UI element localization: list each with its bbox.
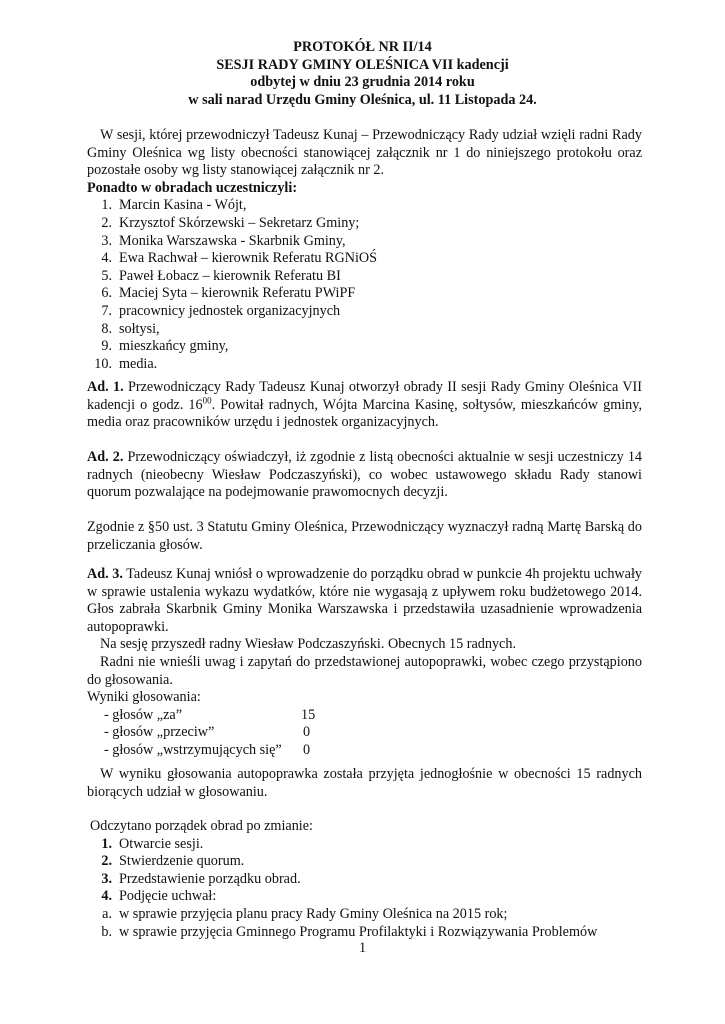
agenda-item: 4. Podjęcie uchwał: [101, 888, 217, 905]
vote-row: - głosów „wstrzymujących się” 0 [104, 741, 311, 758]
agenda-list [87, 836, 642, 906]
list-item: 5. Paweł Łobacz – kierownik Referatu BI [101, 267, 341, 284]
list-item: 7. pracownicy jednostek organizacyjnych [101, 302, 341, 319]
ad2-paragraph: Ad. 2. Przewodniczący oświadczył, iż zgodnie z listą obecności aktualnie w sesji uczestniczy 14 radnych (nieobecny Wiesław Podczaszyński), co wobec ustawowego składu Rady stanowi quorum pozwalające na podejmowanie prawomocnych decyzji. [87, 449, 643, 501]
ad3-label: Ad. 3. [87, 566, 123, 582]
vote-row: - głosów „za” 15 [104, 706, 316, 723]
ad2-label: Ad. 2. [87, 449, 124, 465]
agenda-subitem: b. w sprawie przyjęcia Gminnego Programu Profilaktyki i Rozwiązywania Problemów [101, 923, 598, 940]
protocol-title: PROTOKÓŁ NR II/14 [293, 39, 432, 55]
agenda-item: 3. Przedstawienie porządku obrad. [101, 870, 301, 887]
page-number: 1 [358, 940, 367, 956]
ad1-label: Ad. 1. [87, 379, 124, 395]
list-item: 4. Ewa Rachwał – kierownik Referatu RGNiOŚ [101, 250, 378, 267]
vote-results-label: Wyniki głosowania: [87, 689, 201, 706]
ad2-section [87, 449, 642, 502]
ad3-paragraph: Ad. 3. Tadeusz Kunaj wniósł o wprowadzenie do porządku obrad w punkcie 4h projektu uchwały w sprawie ustalenia wykazu wydatków, które nie wygasają z upływem roku budżetowego 2014. Głos zabrała Skarbnik Gminy Monika Warszawska i przedstawiła uzasadnienie wprowadzenia autopoprawki. [87, 566, 642, 635]
statute-section [87, 519, 642, 554]
session-location: w sali narad Urzędu Gminy Oleśnica, ul. 11 Listopada 24. [188, 91, 537, 108]
ad3-section [87, 566, 642, 760]
list-item: 1. Marcin Kasina - Wójt, [101, 197, 247, 214]
statute-paragraph: Zgodnie z §50 ust. 3 Statutu Gminy Oleśnica, Przewodniczący wyznaczył radną Martę Barską do przeliczania głosów. [87, 519, 642, 553]
agenda-item: 2. Stwierdzenie quorum. [101, 853, 245, 870]
list-item: 9. mieszkańcy gminy, [101, 338, 229, 355]
session-date: odbytej w dniu 23 grudnia 2014 roku [250, 74, 475, 91]
list-item: 6. Maciej Syta – kierownik Referatu PWiPF [101, 285, 356, 302]
ad1-paragraph: Ad. 1. Przewodniczący Rady Tadeusz Kunaj otworzył obrady II sesji Rady Gminy Oleśnica VII kadencji o godz. $16^{00}$. Powitał radnych, Wójta Marcina Kasinę, sołtysów, mieszkańców gminy, media oraz pracowników urzędu i jednostek organizacyjnych. [87, 379, 643, 431]
list-item: 8. sołtysi, [101, 320, 160, 337]
no-remarks-note: Radni nie wnieśli uwag i zapytań do przedstawionej autopoprawki, wobec czego przystąpiono do głosowania. [87, 653, 642, 688]
protocol-header [0, 39, 725, 109]
vote-row: - głosów „przeciw” 0 [104, 724, 311, 741]
agenda-item: 1. Otwarcie sesji. [101, 835, 204, 852]
list-item: 10. media. [94, 355, 158, 372]
intro-paragraph: W sesji, której przewodniczył Tadeusz Kunaj – Przewodniczący Rady udział wzięli radni Rady Gminy Oleśnica wg listy obecności stanowiącej załącznik nr 1 do niniejszego protokołu oraz pozostałe osoby wg listy stanowiącej załącznik nr 2. [87, 127, 642, 179]
agenda-section [87, 818, 642, 941]
intro-section [87, 127, 642, 373]
arrival-note: Na sesję przyszedł radny Wiesław Podczaszyński. Obecnych 15 radnych. [100, 636, 516, 653]
ad1-section [87, 379, 642, 432]
participants-list [87, 197, 642, 373]
list-item: 2. Krzysztof Skórzewski – Sekretarz Gminy; [101, 214, 360, 231]
vote-outcome-section [87, 766, 642, 801]
session-name: SESJI RADY GMINY OLEŚNICA VII kadencji [216, 56, 509, 73]
participants-heading: Ponadto w obradach uczestniczyli: [87, 179, 298, 196]
agenda-heading: Odczytano porządek obrad po zmianie: [90, 818, 313, 834]
agenda-subitem: a. w sprawie przyjęcia planu pracy Rady Gminy Oleśnica na 2015 rok; [102, 905, 508, 922]
agenda-sublist [87, 906, 642, 941]
list-item: 3. Monika Warszawska - Skarbnik Gminy, [101, 232, 346, 249]
vote-outcome: W wyniku głosowania autopoprawka została przyjęta jednogłośnie w obecności 15 radnych biorących udział w głosowaniu. [87, 766, 642, 800]
